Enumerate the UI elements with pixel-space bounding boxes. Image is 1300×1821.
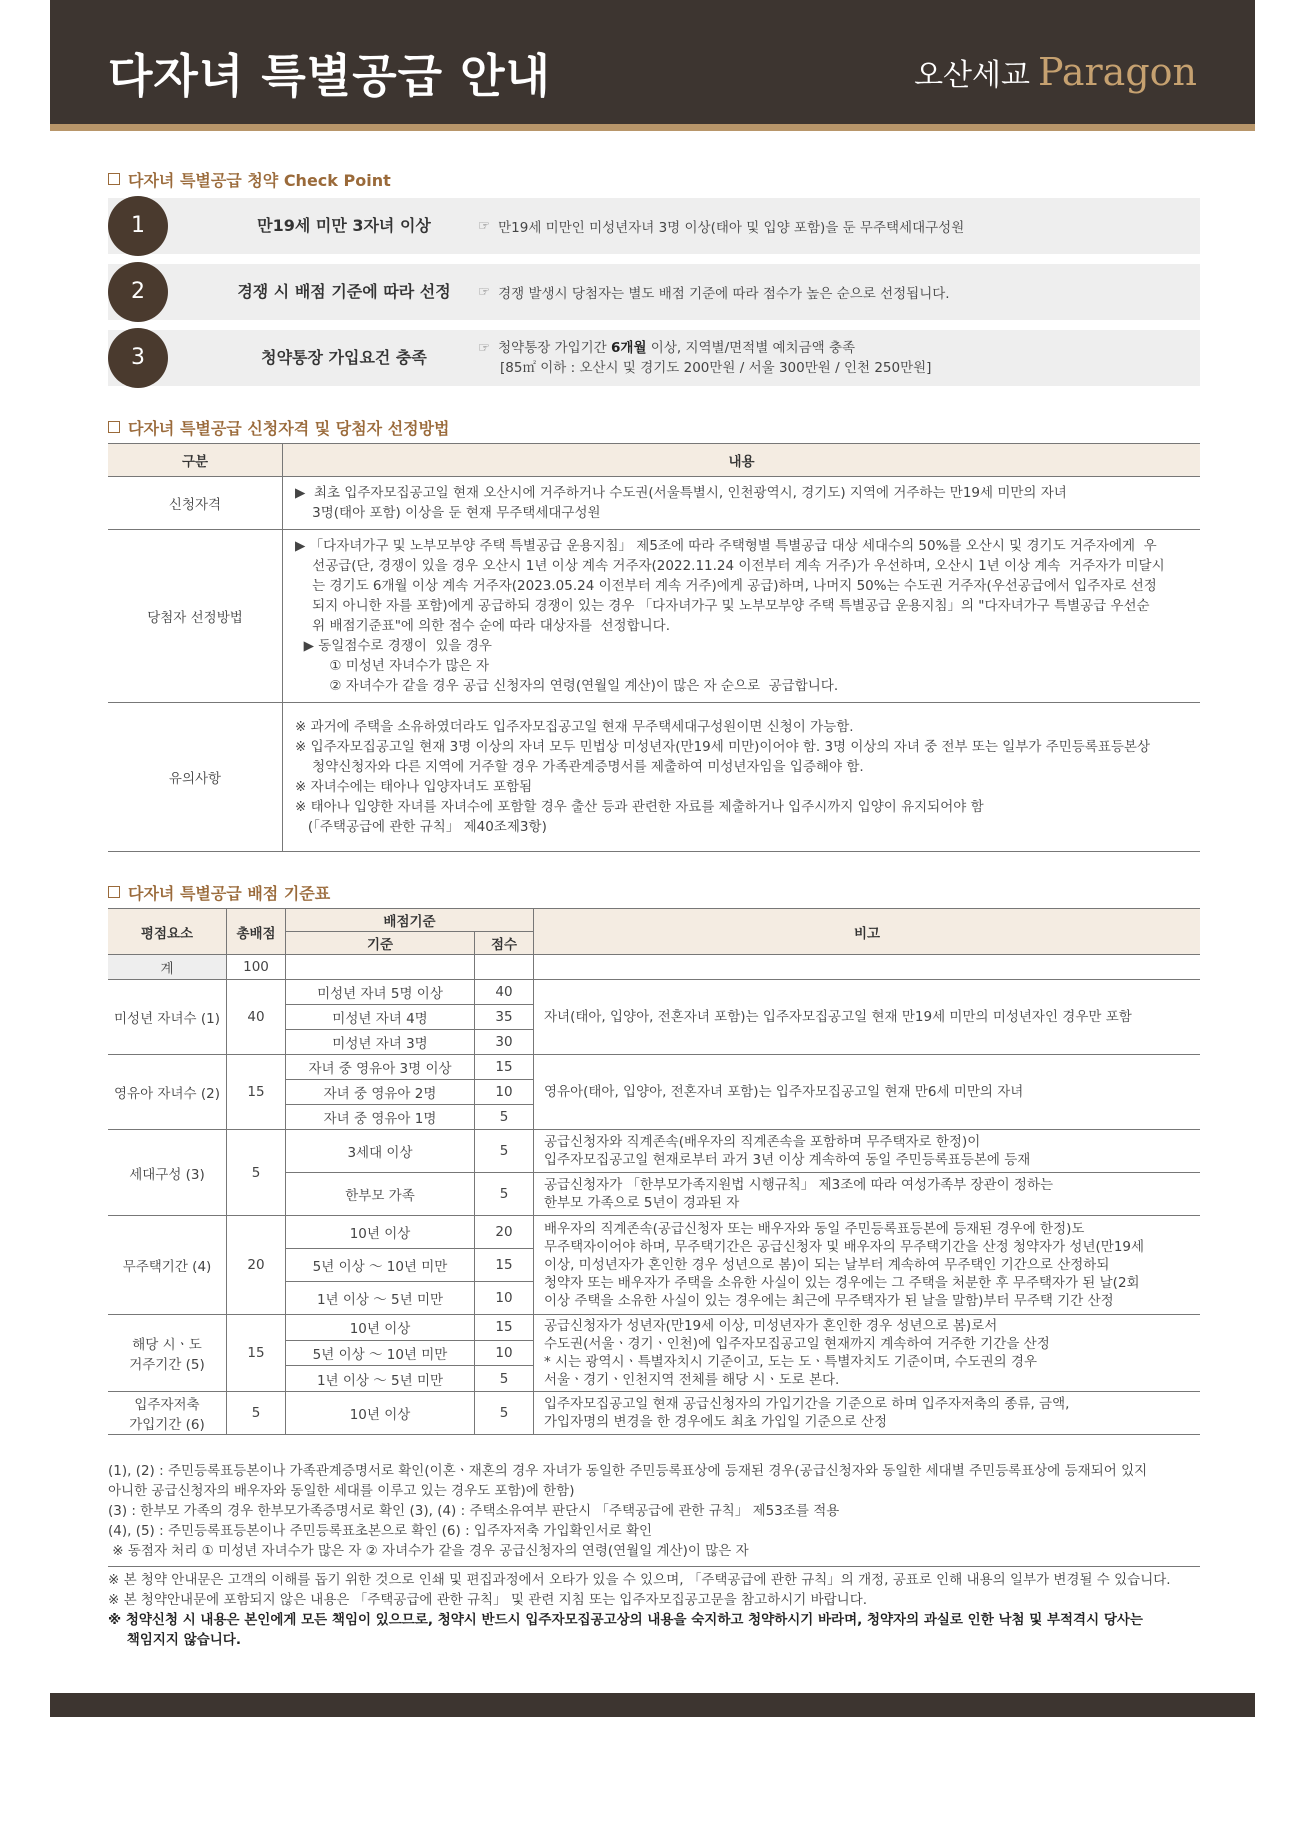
column-header-note: 비고: [534, 909, 1201, 955]
pointing-hand-icon: ☞: [478, 340, 491, 356]
note-cell: 입주자모집공고일 현재 공급신청자의 가입기간을 기준으로 하며 입주자저축의 종류, 금액, 가입자명의 변경을 한 경우에도 최초 가입일 기준으로 산정: [534, 1392, 1201, 1435]
checkpoint-item: [108, 198, 1200, 254]
square-bullet-icon: [108, 886, 120, 898]
checkpoint-description: ☞ 경쟁 발생시 당첨자는 별도 배점 기준에 따라 점수가 높은 순으로 선정됩니다.: [478, 284, 950, 302]
row-label: 유의사항: [108, 703, 283, 852]
note-cell: 자녀(태아, 입양아, 전혼자녀 포함)는 입주자모집공고일 현재 만19세 미만의 미성년자인 경우만 포함: [534, 980, 1201, 1055]
section-title-eligibility: 다자녀 특별공급 신청자격 및 당첨자 선정방법: [108, 416, 450, 439]
table-row: 입주자저축 가입기간 (6) 5 10년 이상 5 입주자모집공고일 현재 공급신청자의 가입기간을 기준으로 하며 입주자저축의 종류, 금액, 가입자명의 변경을 한 경우에도 최초 가입일 기준으로 산정: [108, 1392, 1200, 1435]
note-cell: 공급신청자와 직계존속(배우자의 직계존속을 포함하며 무주택자로 한정)이 입주자모집공고일 현재로부터 과거 3년 이상 계속하여 동일 주민등록표등본에 등재: [534, 1130, 1201, 1173]
table-row: 해당 시ㆍ도 거주기간 (5) 15 10년 이상 15 공급신청자가 성년자(만19세 이상, 미성년자가 혼인한 경우 성년으로 봄)로서 수도권(서울ㆍ경기ㆍ인천)에 입주자모집공고일 현재까지 계속하여 거주한 기간을 산정 * 시는 광역시ㆍ특별자치시 기준이고, 도는 도ㆍ특별자치도 기준이며, 수도권의 경우 서울ㆍ경기ㆍ인천지역 전체를 해당 시ㆍ도로 본다.: [108, 1315, 1200, 1341]
table-row: 세대구성 (3) 5 3세대 이상 5 공급신청자와 직계존속(배우자의 직계존속을 포함하며 무주택자로 한정)이 입주자모집공고일 현재로부터 과거 3년 이상 계속하여 동일 주민등록표등본에 등재: [108, 1130, 1200, 1173]
page-footer-bar: [50, 1693, 1255, 1717]
disclaimer: ※ 본 청약 안내문은 고객의 이해를 돕기 위한 것으로 인쇄 및 편집과정에서 오타가 있을 수 있으며, 「주택공급에 관한 규칙」의 개정, 공표로 인해 내용의 일부가 변경될 수 있습니다. ※ 본 청약안내문에 포함되지 않은 내용은 「주택공급에 관한 규칙」 및 관련 지침 또는 입주자모집공고문을 참고하시기 바랍니다. ※ 청약신청 시 내용은 본인에게 모든 책임이 있으므로, 청약시 반드시 입주자모집공고상의 내용을 숙지하고 청약하시기 바라며, 청약자의 과실로 인한 낙첨 및 부적격시 당사는 책임지지 않습니다.: [108, 1572, 1171, 1648]
square-bullet-icon: [108, 173, 120, 185]
eligibility-table: [108, 443, 1200, 852]
checkpoint-number: 3: [108, 328, 168, 388]
column-header-basis-group: 배점기준: [286, 909, 534, 932]
brand-name-english: Paragon: [1037, 50, 1197, 94]
checkpoint-description: ☞ 만19세 미만인 미성년자녀 3명 이상(태아 및 입양 포함)을 둔 무주택세대구성원: [478, 218, 965, 236]
checkpoint-item: [108, 330, 1200, 386]
table-row: 미성년 자녀수 (1) 40 미성년 자녀 5명 이상 40 자녀(태아, 입양아, 전혼자녀 포함)는 입주자모집공고일 현재 만19세 미만의 미성년자인 경우만 포함: [108, 980, 1200, 1005]
column-header-content: 내용: [283, 444, 1201, 477]
checkpoint-label: 청약통장 가입요건 충족: [261, 348, 427, 367]
column-header-score: 점수: [475, 932, 534, 955]
factor-label: 해당 시ㆍ도 거주기간 (5): [108, 1315, 227, 1392]
column-header-basis: 기준: [286, 932, 475, 955]
column-header-total: 총배점: [227, 909, 286, 955]
note-cell: 배우자의 직계존속(공급신청자 또는 배우자와 동일 주민등록표등본에 등재된 경우에 한정)도 무주택자이어야 하며, 무주택기간은 공급신청자 및 배우자의 무주택기간을 산정 청약자가 성년(만19세 이상, 미성년자가 혼인한 경우 성년으로 봄)이 되는 날부터 계속하여 무주택인 기간으로 산정하되 청약자 또는 배우자가 주택을 소유한 사실이 있는 경우에는 그 주택을 처분한 후 무주택자가 된 날(2회 이상 주택을 소유한 사실이 있는 경우에는 최근에 무주택자가 된 날을 말함)부터 무주택 기간 산정: [534, 1216, 1201, 1315]
checkpoint-label: 만19세 미만 3자녀 이상: [257, 216, 431, 235]
column-header-factor: 평점요소: [108, 909, 227, 955]
checkpoint-number: 2: [108, 262, 168, 322]
note-cell: 공급신청자가 「한부모가족지원법 시행규칙」 제3조에 따라 여성가족부 장관이 정하는 한부모 가족으로 5년이 경과된 자: [534, 1173, 1201, 1216]
table-row: 계 100: [108, 955, 1200, 980]
table-row: 무주택기간 (4) 20 10년 이상 20 배우자의 직계존속(공급신청자 또는 배우자와 동일 주민등록표등본에 등재된 경우에 한정)도 무주택자이어야 하며, 무주택기간은 공급신청자 및 배우자의 무주택기간을 산정 청약자가 성년(만19세 이상, 미성년자가 혼인한 경우 성년으로 봄)이 되는 날부터 계속하여 무주택인 기간으로 산정하되 청약자 또는 배우자가 주택을 소유한 사실이 있는 경우에는 그 주택을 처분한 후 무주택자가 된 날(2회 이상 주택을 소유한 사실이 있는 경우에는 최근에 무주택자가 된 날을 말함)부터 무주택 기간 산정: [108, 1216, 1200, 1249]
pointing-hand-icon: ☞: [478, 218, 491, 234]
page-title: 다자녀 특별공급 안내: [108, 49, 551, 103]
row-content: ▶ 최초 입주자모집공고일 현재 오산시에 거주하거나 수도권(서울특별시, 인천광역시, 경기도) 지역에 거주하는 만19세 미만의 자녀 3명(태아 포함) 이상을 둔 현재 무주택세대구성원: [283, 477, 1201, 530]
factor-label: 무주택기간 (4): [108, 1216, 227, 1315]
divider: [108, 1566, 1200, 1567]
table-row: [108, 703, 1200, 852]
checkpoint-label: 경쟁 시 배점 기준에 따라 선정: [237, 282, 451, 301]
score-criteria-table: 평점요소 총배점 배점기준 비고 기준 점수 계 100 미성년 자녀수 (1) 40 미성년 자녀 5명 이상 40 자녀(태아, 입양아, 전혼자녀 포함)는 입주자모집공고일 현재 만19세 미만의 미성년자인 경우만 포함 미성년 자녀 4명 35 미성년 자녀 3명 30 영유아 자녀수 (2) 15 자녀 중 영유아 3명 이상 15 영유아(태아, 입양아, 전혼자녀 포함)는 입주자모집공고일 현재 만6세 미만의 자녀 자녀 중 영유아 2명 10 자녀 중 영유아 1명 5 세대구성 (3) 5 3세대 이상 5 공급신청자와 직계존속(배우자의 직계존속을 포함하며 무주택자로 한정)이 입주자모집공고일 현재로부터 과거 3년 이상 계속하여 동일 주민등록표등본에 등재 한부모 가족 5 공급신청자가 「한부모가족지원법 시행규칙」 제3조에 따라 여성가족부 장관이 정하는 한부모 가족으로 5년이 경과된 자 무주택기간 (4) 20 10년 이상 20 배우자의 직계존속(공급신청자 또는 배우자와 동일 주민등록표등본에 등재된 경우에 한정)도 무주택자이어야 하며, 무주택기간은 공급신청자 및 배우자의 무주택기간을 산정 청약자가 성년(만19세 이상, 미성년자가 혼인한 경우 성년으로 봄)이 되는 날부터 계속하여 무주택인 기간으로 산정하되 청약자 또는 배우자가 주택을 소유한 사실이 있는 경우에는 그 주택을 처분한 후 무주택자가 된 날(2회 이상 주택을 소유한 사실이 있는 경우에는 최근에 무주택자가 된 날을 말함)부터 무주택 기간 산정 5년 이상 ～ 10년 미만 15 1년 이상 ～ 5년 미만 10 해당 시ㆍ도 거주기간 (5) 15 10년 이상 15 공급신청자가 성년자(만19세 이상, 미성년자가 혼인한 경우 성년으로 봄)로서 수도권(서울ㆍ경기ㆍ인천)에 입주자모집공고일 현재까지 계속하여 거주한 기간을 산정 * 시는 광역시ㆍ특별자치시 기준이고, 도는 도ㆍ특별자치도 기준이며, 수도권의 경우 서울ㆍ경기ㆍ인천지역 전체를 해당 시ㆍ도로 본다. 5년 이상 ～ 10년 미만 10 1년 이상 ～ 5년 미만 5 입주자저축 가입기간 (6) 5 10년 이상 5 입주자모집공고일 현재 공급신청자의 가입기간을 기준으로 하며 입주자저축의 종류, 금액, 가입자명의 변경을 한 경우에도 최초 가입일 기준으로 산정: [108, 908, 1200, 1435]
table-row: [108, 477, 1200, 530]
brand-logo: [914, 50, 1197, 94]
brand-name-korean: 오산세교: [914, 58, 1030, 93]
column-header-category: 구분: [108, 444, 283, 477]
factor-label: 입주자저축 가입기간 (6): [108, 1392, 227, 1435]
section-title-checkpoint: 다자녀 특별공급 청약 Check Point: [108, 168, 391, 191]
row-label: 당첨자 선정방법: [108, 530, 283, 703]
note-cell: 영유아(태아, 입양아, 전혼자녀 포함)는 입주자모집공고일 현재 만6세 미만의 자녀: [534, 1055, 1201, 1130]
factor-label: 세대구성 (3): [108, 1130, 227, 1216]
pointing-hand-icon: ☞: [478, 284, 491, 300]
section-title-score-table: 다자녀 특별공급 배점 기준표: [108, 881, 330, 904]
table-row: [108, 530, 1200, 703]
checkpoint-description: ☞ 청약통장 가입기간 6개월 이상, 지역별/면적별 예치금액 충족 [85㎡ 이하 : 오산시 및 경기도 200만원 / 서울 300만원 / 인천 250만원]: [478, 340, 932, 376]
note-cell: 공급신청자가 성년자(만19세 이상, 미성년자가 혼인한 경우 성년으로 봄)로서 수도권(서울ㆍ경기ㆍ인천)에 입주자모집공고일 현재까지 계속하여 거주한 기간을 산정 * 시는 광역시ㆍ특별자치시 기준이고, 도는 도ㆍ특별자치도 기준이며, 수도권의 경우 서울ㆍ경기ㆍ인천지역 전체를 해당 시ㆍ도로 본다.: [534, 1315, 1201, 1392]
table-footnotes: (1), (2) : 주민등록표등본이나 가족관계증명서로 확인(이혼ㆍ재혼의 경우 자녀가 동일한 주민등록표상에 등재된 경우(공급신청자와 동일한 세대별 주민등록표상에 등재되어 있지 아니한 공급신청자의 배우자와 동일한 세대를 이루고 있는 경우도 포함)에 한함) (3) : 한부모 가족의 경우 한부모가족증명서로 확인 (3), (4) : 주택소유여부 판단시 「주택공급에 관한 규칙」 제53조를 적용 (4), (5) : 주민등록표등본이나 주민등록표초본으로 확인 (6) : 입주자저축 가입확인서로 확인 ※ 동점자 처리 ① 미성년 자녀수가 많은 자 ② 자녀수가 같을 경우 공급신청자의 연령(연월일 계산)이 많은 자: [108, 1463, 1148, 1559]
row-content: ※ 과거에 주택을 소유하였더라도 입주자모집공고일 현재 무주택세대구성원이면 신청이 가능함. ※ 입주자모집공고일 현재 3명 이상의 자녀 모두 민법상 미성년자(만19세 미만)이어야 함. 3명 이상의 자녀 중 전부 또는 일부가 주민등록표등본상 청약신청자와 다른 지역에 거주할 경우 가족관계증명서를 제출하여 미성년자임을 입증해야 함. ※ 자녀수에는 태아나 입양자녀도 포함됨 ※ 태아나 입양한 자녀를 자녀수에 포함할 경우 출산 등과 관련한 자료를 제출하거나 입주시까지 입양이 유지되어야 함 (「주택공급에 관한 규칙」 제40조제3항): [283, 703, 1201, 852]
factor-label: 영유아 자녀수 (2): [108, 1055, 227, 1130]
checkpoint-number: 1: [108, 196, 168, 256]
square-bullet-icon: [108, 421, 120, 433]
row-content: ▶ 「다자녀가구 및 노부모부양 주택 특별공급 운용지침」 제5조에 따라 주택형별 특별공급 대상 세대수의 50%를 오산시 및 경기도 거주자에게 우 선공급(단, 경쟁이 있을 경우 오산시 1년 이상 계속 거주자(2022.11.24 이전부터 계속 거주)가 우선하며, 오산시 1년 이상 계속 거주자가 미달시 는 경기도 6개월 이상 계속 거주자(2023.05.24 이전부터 계속 거주)에게 공급)하며, 나머지 50%는 수도권 거주자(우선공급에서 입주자로 선정 되지 아니한 자를 포함)에게 공급하되 경쟁이 있는 경우 「다자녀가구 및 노부모부양 주택 특별공급 운용지침」의 "다자녀가구 특별공급 우선순 위 배점기준표"에 의한 점수 순에 따라 대상자를 선정합니다. ▶ 동일점수로 경쟁이 있을 경우 ① 미성년 자녀수가 많은 자 ② 자녀수가 같을 경우 공급 신청자의 연령(연월일 계산)이 많은 자 순으로 공급합니다.: [283, 530, 1201, 703]
checkpoint-item: [108, 264, 1200, 320]
table-row: 영유아 자녀수 (2) 15 자녀 중 영유아 3명 이상 15 영유아(태아, 입양아, 전혼자녀 포함)는 입주자모집공고일 현재 만6세 미만의 자녀: [108, 1055, 1200, 1080]
row-label: 신청자격: [108, 477, 283, 530]
page-header: [50, 0, 1255, 131]
factor-label: 미성년 자녀수 (1): [108, 980, 227, 1055]
